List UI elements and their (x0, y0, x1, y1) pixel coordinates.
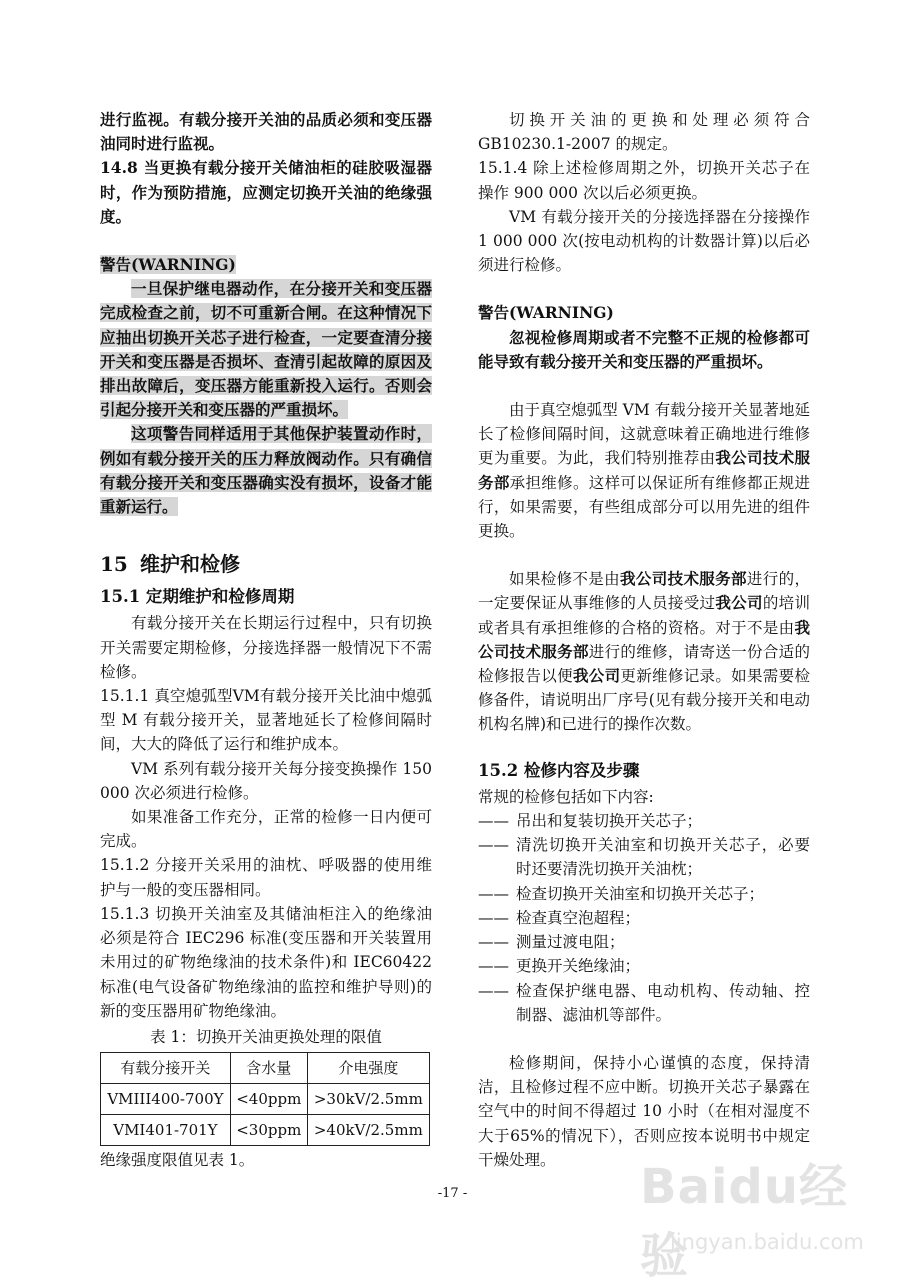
watermark-url: jingyan.baidu.com (670, 1230, 864, 1254)
paragraph-text: 更新维修记录。如果需要检修备件，请说明出厂序号(见有载分接开关和电动机构名牌)和已进行的操作次数。 (478, 667, 810, 734)
list-item (478, 906, 810, 930)
list-item-text: 检查保护继电器、电动机构、传动轴、控制器、滤油机等部件。 (516, 981, 810, 1024)
table-cell: <40ppm (230, 1084, 307, 1115)
dash-bullet: —— (478, 933, 509, 952)
vm-150000-paragraph: VM 系列有载分接开关每分接变换操作 150 000 次必须进行检修。 (100, 759, 432, 802)
warning-title-right: 警告(WARNING) (478, 303, 614, 323)
list-item-text: 吊出和复装切换开关芯子； (516, 812, 703, 831)
dash-bullet: —— (478, 908, 509, 927)
table-cell: >30kV/2.5mm (307, 1084, 429, 1115)
warning-text-2: 这项警告同样适用于其他保护装置动作时，例如有载分接开关的压力释放阀动作。只有确信有载分接开关和变压器确实没有损坏，设备才能重新运行。 (100, 424, 432, 517)
section-15-2-heading: 15.2 检修内容及步骤 (478, 760, 640, 780)
preparation-paragraph: 如果准备工作充分，正常的检修一日内便可完成。 (100, 808, 432, 851)
paragraph-text: 如果检修不是由 (509, 570, 621, 589)
table-cell: VMIII400-700Y (101, 1084, 231, 1115)
list-item (478, 930, 810, 954)
section-15-1-1: 15.1.1 真空熄弧型VM有载分接开关比油中熄弧型 M 有载分接开关，显著地延长了检修间隔时间，大大的降低了运行和维护成本。 (100, 687, 432, 754)
table-cell: VMI401-701Y (101, 1115, 231, 1146)
paragraph-text: 进行的，一定要保证从事维修的人员接受过 (478, 570, 810, 613)
section-15-1-heading: 15.1 定期维护和检修周期 (100, 587, 295, 607)
vacuum-paragraph (478, 398, 810, 543)
section-14-8 (100, 156, 432, 229)
list-item (478, 954, 810, 978)
table-row (101, 1115, 430, 1146)
left-column (100, 108, 432, 1172)
section-15-1-paragraph: 有载分接开关在长期运行过程中，只有切换开关需要定期检修，分接选择器一般情况下不需检修。 (100, 614, 432, 681)
section-15-2-intro: 常规的检修包括如下内容: (478, 787, 654, 806)
table-cell: <30ppm (230, 1115, 307, 1146)
table-header-cell: 有载分接开关 (101, 1053, 231, 1084)
list-item (478, 833, 810, 881)
list-item-text: 清洗切换开关油室和切换开关芯子，必要时还要清洗切换开关油枕； (516, 836, 810, 879)
vacuum-text: 承担维修。这样可以保证所有维修都正规进行，如果需要，有些组成部分可以用先进的组件更换。 (478, 473, 810, 541)
list-item (478, 979, 810, 1027)
list-item-text: 更换开关绝缘油； (516, 957, 641, 976)
section-15-heading (100, 549, 432, 579)
section-14-8-number: 14.8 (100, 158, 138, 178)
vm-1000000-paragraph: VM 有载分接开关的分接选择器在分接操作 1 000 000 次(按电动机构的计数器计算)以后必须进行检修。 (478, 207, 810, 275)
warning-text-right: 忽视检修周期或者不完整不正规的检修都可能导致有载分接开关和变压器的严重损坏。 (478, 327, 810, 371)
inspection-list (478, 809, 810, 1027)
section-15-title: 维护和检修 (140, 552, 240, 577)
warning-paragraph-1 (100, 277, 432, 422)
table-cell: >40kV/2.5mm (307, 1115, 429, 1146)
dash-bullet: —— (478, 981, 509, 1000)
warning-paragraph-2 (100, 422, 432, 519)
section-15-1-2: 15.1.2 分接开关采用的油枕、呼吸器的使用维护与一般的变压器相同。 (100, 856, 432, 899)
watermark-logo: Baidu经验 (640, 1159, 848, 1284)
list-item-text: 检查切换开关油室和切换开关芯子； (516, 884, 765, 903)
baidu-watermark (640, 1148, 890, 1284)
company-name: 我公司 (572, 666, 621, 686)
paragraph-text: 进行的维修，请寄送一份合适的检修报告以便 (478, 642, 810, 686)
warning-block-left (100, 253, 432, 277)
dash-bullet: —— (478, 836, 509, 855)
list-item-text: 测量过渡电阻； (516, 933, 625, 952)
service-dept-name: 我公司技术服务部 (478, 448, 810, 492)
oil-limits-table (100, 1052, 430, 1146)
table-caption: 表 1：切换开关油更换处理的限值 (150, 1027, 382, 1046)
page-number: -17 - (437, 1186, 468, 1201)
section-15-1-3: 15.1.3 切换开关油室及其储油柜注入的绝缘油必须是符合 IEC296 标准(变压器和开关装置用未用过的矿物绝缘油的技术条件)和 IEC60422 标准(电气设备矿物绝缘油的监控和维护导则)的新的变压器用矿物绝缘油。 (100, 904, 432, 1020)
list-item-text: 检查真空泡超程； (516, 908, 641, 927)
gb-standard-paragraph: 切换开关油的更换和处理必须符合GB10230.1-2007 的规定。 (478, 111, 810, 154)
paragraph-text: 的培训或者具有承担维修的合格的资格。对于不是由 (478, 594, 810, 637)
dash-bullet: —— (478, 957, 509, 976)
section-14-8-text: 当更换有载分接开关储油柜的硅胶吸湿器时，作为预防措施，应测定切换开关油的绝缘强度。 (100, 158, 432, 226)
dash-bullet: —— (478, 812, 509, 831)
warning-title-left: 警告(WARNING) (100, 255, 236, 275)
section-15-number: 15 (100, 552, 128, 577)
table-header-cell: 介电强度 (307, 1053, 429, 1084)
table-header-row (101, 1053, 430, 1084)
maintenance-care-paragraph: 检修期间，保持小心谨慎的态度，保持清洁，且检修过程不应中断。切换开关芯子暴露在空气中的时间不得超过 10 小时（在相对湿度不大于65%的情况下），否则应按本说明书中规定干燥处理。 (478, 1053, 810, 1169)
monitor-paragraph: 进行监视。有载分接开关油的品质必须和变压器油同时进行监视。 (100, 110, 432, 154)
after-table-text: 绝缘强度限值见表 1。 (100, 1151, 255, 1170)
vacuum-text: 由于真空熄弧型 VM 有载分接开关显著地延长了检修间隔时间，这就意味着正确地进行维修更为重要。为此，我们特别推荐由 (478, 401, 810, 468)
dash-bullet: —— (478, 884, 509, 903)
warning-text-1: 一旦保护继电器动作，在分接开关和变压器完成检查之前，切不可重新合闸。在这种情况下应抽出切换开关芯子进行检查，一定要查清分接开关和变压器是否损坏、查清引起故障的原因及排出故障后，变压器方能重新投入运行。否则会引起分接开关和变压器的严重损坏。 (100, 279, 432, 420)
list-item (478, 882, 810, 906)
section-15-1-4: 15.1.4 除上述检修周期之外，切换开关芯子在操作 900 000 次以后必须更换。 (478, 159, 810, 202)
right-column (478, 108, 810, 1172)
company-name: 我公司 (715, 593, 763, 613)
table-header-cell: 含水量 (230, 1053, 307, 1084)
service-dept-name: 我公司技术服务部 (620, 569, 747, 589)
list-item (478, 809, 810, 833)
table-row (101, 1084, 430, 1115)
non-service-paragraph (478, 567, 810, 736)
service-dept-name: 我公司技术服务部 (478, 617, 810, 661)
